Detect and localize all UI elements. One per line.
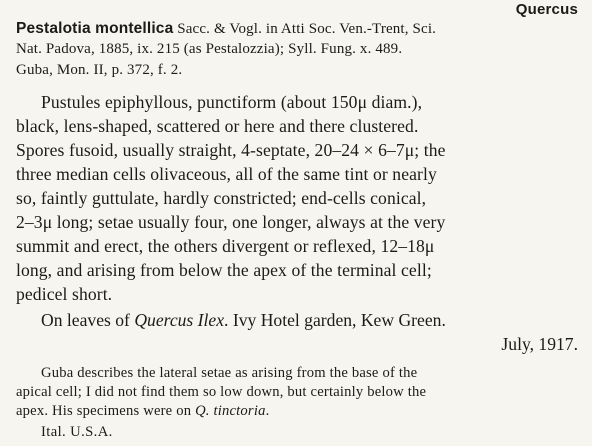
description-line: three median cells olivaceous, all of the same tint or nearly: [16, 164, 437, 184]
species-name: Pestalotia montellica: [16, 20, 174, 37]
citation-line-1: [16, 20, 436, 38]
description-line: summit and erect, the others divergent or reflexed, 12–18μ: [16, 236, 435, 256]
note-text: apex. His specimens were on: [16, 403, 196, 419]
description-line: 2–3μ long; setae usually four, one longer, always at the very: [16, 212, 446, 232]
note-line: [16, 403, 269, 420]
citation-line-2: Nat. Padova, 1885, ix. 215 (as Pestalozzia); Syll. Fung. x. 489.: [16, 41, 403, 57]
description-line: Pustules epiphyllous, punctiform (about 150μ diam.),: [41, 92, 423, 112]
collection-date: July, 1917.: [501, 334, 578, 354]
note-line: Guba describes the lateral setae as arising from the base of the: [41, 365, 418, 381]
note-line: apical cell; I did not find them so low down, but certainly below the: [16, 384, 427, 400]
habitat-locality: . Ivy Hotel garden, Kew Green.: [224, 310, 446, 330]
description-line: Spores fusoid, usually straight, 4-septate, 20–24 × 6–7μ; the: [16, 140, 446, 160]
description-line: pedicel short.: [16, 284, 113, 304]
host-name: Quercus Ilex: [134, 310, 225, 330]
description-line: black, lens-shaped, scattered or here and there clustered.: [16, 116, 419, 136]
description-line: so, faintly guttulate, hardly constricted; end-cells conical,: [16, 188, 427, 208]
running-header-genus: Quercus: [515, 1, 578, 18]
description-line: long, and arising from below the apex of the terminal cell;: [16, 260, 432, 280]
habitat-line: [41, 310, 446, 331]
note-host-name: Q. tinctoria: [195, 403, 266, 419]
habitat-prefix: On leaves of: [41, 310, 135, 330]
distribution: Ital. U.S.A.: [41, 424, 113, 440]
note-text-end: .: [265, 403, 270, 419]
citation-line-3: Guba, Mon. II, p. 372, f. 2.: [16, 62, 183, 78]
citation-authority: Sacc. & Vogl. in Atti Soc. Ven.-Trent, Sci.: [173, 21, 437, 37]
